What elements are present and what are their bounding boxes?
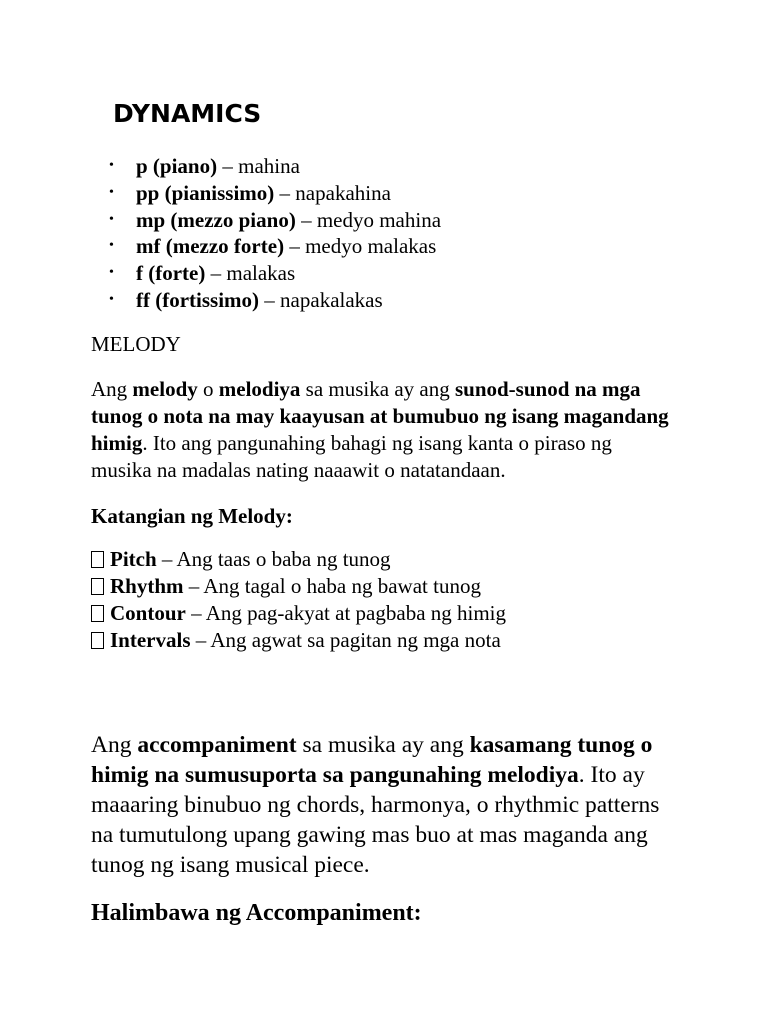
dynamics-term: p (piano)	[136, 154, 218, 178]
missing-glyph-icon	[91, 578, 104, 595]
bullet-icon: •	[109, 265, 114, 281]
dynamics-meaning: medyo malakas	[305, 234, 437, 259]
dynamics-meaning: medyo mahina	[316, 207, 442, 232]
list-item: • mp (mezzo piano) – medyo mahina	[109, 207, 442, 232]
list-item: • p (piano) – mahina	[109, 154, 300, 178]
dynamics-term: ff (fortissimo)	[136, 287, 260, 312]
dynamics-meaning: malakas	[226, 261, 296, 286]
halimbawa-heading: Halimbawa ng Accompaniment:	[91, 900, 422, 926]
dynamics-heading: DYNAMICS	[113, 99, 262, 128]
list-item: • f (forte) – malakas	[109, 261, 296, 286]
list-item: Contour – Ang pag-akyat at pagbaba ng himig	[91, 600, 506, 627]
list-item: Intervals – Ang agwat sa pagitan ng mga nota	[91, 627, 506, 654]
melody-label: MELODY	[91, 332, 181, 356]
missing-glyph-icon	[91, 551, 104, 568]
dynamics-term: mp (mezzo piano)	[136, 207, 296, 232]
dynamics-meaning: napakalakas	[280, 287, 383, 312]
list-item: Pitch – Ang taas o baba ng tunog	[91, 546, 506, 573]
dynamics-meaning: mahina	[238, 154, 300, 178]
missing-glyph-icon	[91, 605, 104, 622]
katangian-list	[91, 546, 506, 654]
list-item: • mf (mezzo forte) – medyo malakas	[109, 234, 437, 259]
katangian-heading: Katangian ng Melody:	[91, 504, 293, 528]
list-item: • ff (fortissimo) – napakalakas	[109, 287, 383, 312]
list-item: • pp (pianissimo) – napakahina	[109, 180, 391, 205]
accompaniment-paragraph: Ang accompaniment sa musika ay ang kasamang tunog o himig na sumusuporta sa pangunahing melodiya. Ito ay maaaring binubuo ng chords, harmonya, o rhythmic patterns na tumutulong upang gawing mas buo at mas maganda ang tunog ng isang musical piece.	[91, 732, 660, 878]
bullet-icon: •	[109, 211, 114, 227]
dynamics-term: mf (mezzo forte)	[136, 234, 285, 259]
dynamics-meaning: napakahina	[295, 180, 391, 205]
dynamics-term: pp (pianissimo)	[136, 180, 275, 205]
bullet-icon: •	[109, 184, 114, 200]
bullet-icon: •	[109, 291, 114, 307]
bullet-icon: •	[109, 238, 114, 254]
bullet-icon: •	[109, 158, 114, 173]
missing-glyph-icon	[91, 632, 104, 649]
dynamics-list	[109, 153, 441, 314]
dynamics-term: f (forte)	[136, 261, 206, 286]
melody-paragraph: Ang melody o melodiya sa musika ay ang sunod-sunod na mga tunog o nota na may kaayusan at bumubuo ng isang magandang himig. Ito ang pangunahing bahagi ng isang kanta o piraso ng musika na madalas nating naaawit o natatandaan.	[91, 377, 669, 482]
list-item: Rhythm – Ang tagal o haba ng bawat tunog	[91, 573, 506, 600]
